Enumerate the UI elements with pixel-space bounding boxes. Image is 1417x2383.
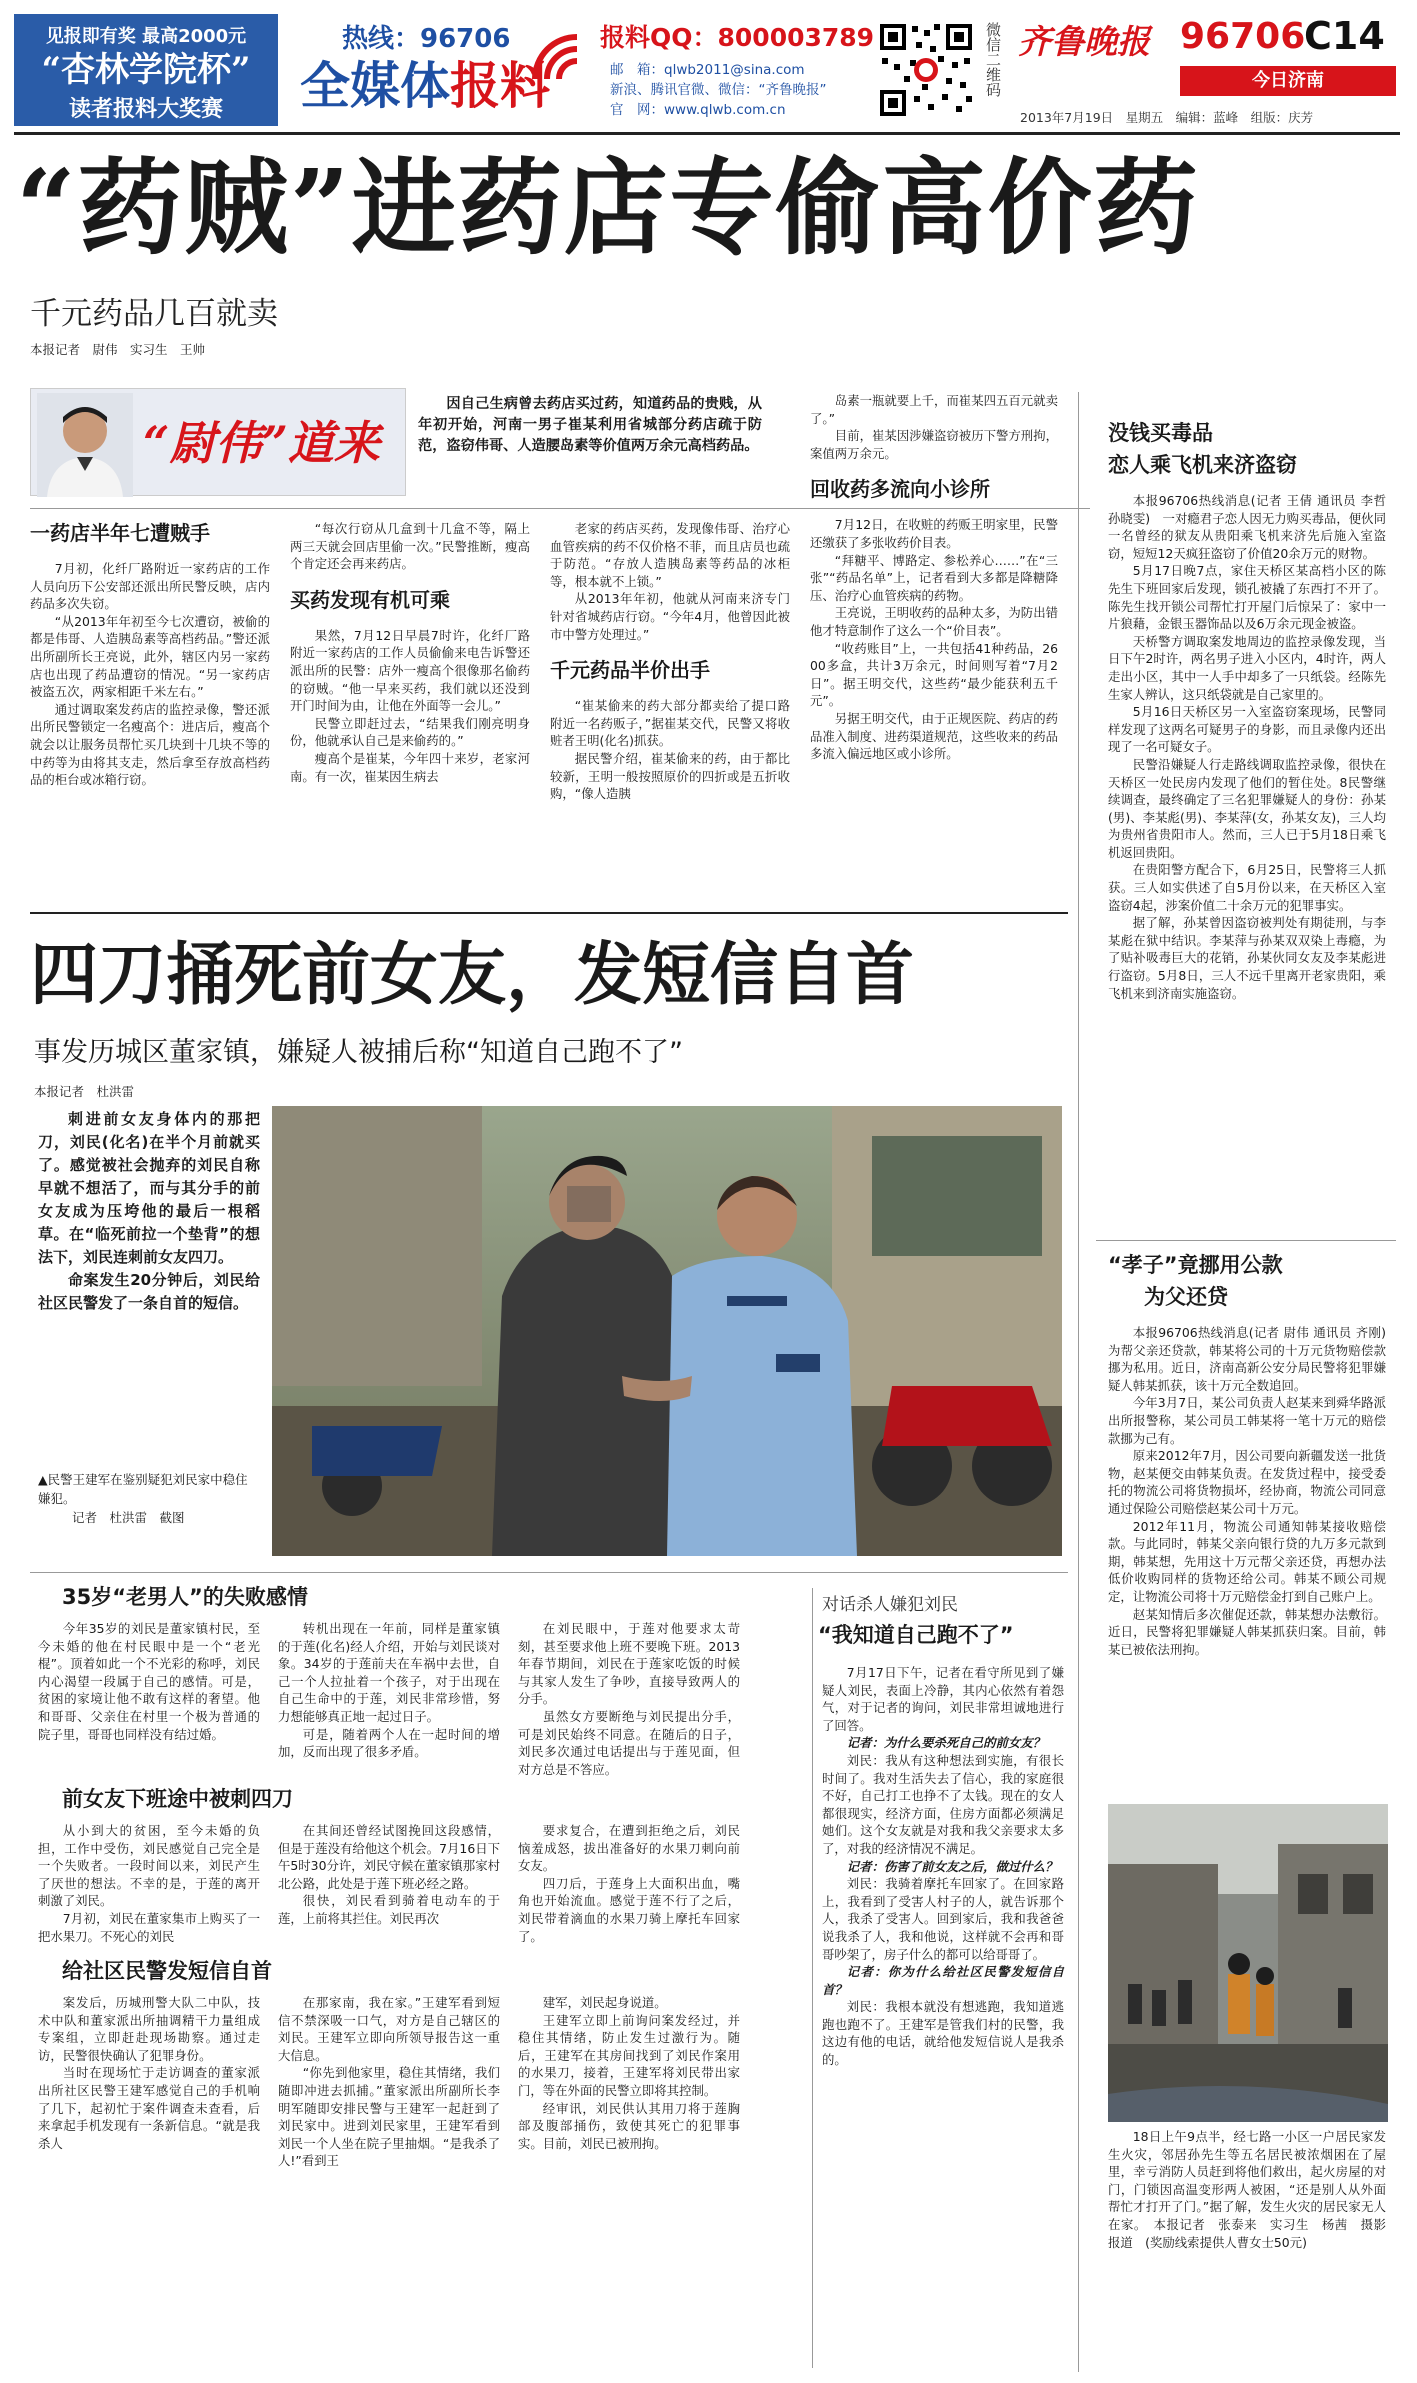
side2-title1: “孝子”竟挪用公款 xyxy=(1108,1253,1283,1277)
fire-photo xyxy=(1108,1804,1388,2122)
side-divider xyxy=(1096,1240,1396,1241)
broadcast-icon xyxy=(530,32,600,84)
reporter-avatar xyxy=(37,393,133,497)
story2-subhead2: 前女友下班途中被刺四刀 xyxy=(62,1787,293,1811)
story1-col3 xyxy=(550,520,790,900)
story1-title: “药贼”进药店专偷高价药 xyxy=(16,146,1200,269)
side1-title2: 恋人乘飞机来济盗窃 xyxy=(1108,453,1297,477)
dialog-kicker: 对话杀人嫌犯刘民 xyxy=(822,1595,958,1615)
email-line: 邮 箱：qlwb2011@sina.com xyxy=(610,62,805,78)
story2-s1c3: 在刘民眼中，于莲对他要求太苛刻，甚至要求他上班不要晚下班。2013年春节期间，刘民在于莲家吃饭的时候与其家人发生了争吵，直接导致两人的分手。 虽然女方要断绝与刘民提出分手，可是刘民始终不同意。在随后的日子，刘民多次通过电话提出与于莲见面，但对方总是不答应。 xyxy=(518,1621,740,1777)
para: 民警立即赶过去，“结果我们刚亮明身份，他就承认自己是来偷药的。” xyxy=(290,715,530,749)
story1-byline: 本报记者 尉伟 实习生 王帅 xyxy=(30,342,206,357)
story2-photo-divider xyxy=(30,1572,1068,1573)
story1-subhead1: 一药店半年七遭贼手 xyxy=(30,521,210,545)
story2-s2c3: 要求复合，在遭到拒绝之后，刘民恼羞成怒，拔出准备好的水果刀刺向前女友。 四刀后，于莲身上大面积出血，嘴角也开始流血。感觉于莲不行了之后，刘民带着滴血的水果刀骑上摩托车回家了。 xyxy=(518,1823,740,1944)
page-number: C14 xyxy=(1304,14,1385,58)
para: 另据王明交代，由于正规医院、药店的药品准入制度、进药渠道规范，这些收来的药品多流入偏远地区或小诊所。 xyxy=(810,710,1058,762)
story1-subhead2: 买药发现有机可乘 xyxy=(290,587,450,612)
arrest-photo xyxy=(272,1106,1062,1556)
qq-line: 报料QQ：800003789 xyxy=(600,23,875,52)
qr-code xyxy=(876,20,976,120)
para: 从2013年年初，他就从河南来济专门针对省城药店行窃。“今年4月，他曾因此被市中警方处理过。” xyxy=(550,591,790,642)
qa-question: 记者：为什么要杀死自己的前女友？ xyxy=(846,1735,1046,1751)
qa-answer: 刘民：我从有这种想法到实施，有很长时间了。我对生活失去了信心，我的家庭很不好，自己打工也挣不了太钱。现在的女人都很现实，经济方面，住房方面都必须满足她们。这个女友就是对我和我父亲要求太多了，对我的经济情况不满足。 xyxy=(822,1752,1064,1856)
masthead xyxy=(1018,14,1398,104)
story2-s1c2: 转机出现在一年前，同样是董家镇的于莲(化名)经人介绍，开始与刘民谈对象。34岁的于莲前夫在车祸中去世，自己一个人拉扯着一个孩子，对于出现在自己生命中的于莲，刘民非常珍惜，努力想能够真正地一起过日子。 可是，随着两个人在一起时间的增加，反而出现了很多矛盾。 xyxy=(278,1621,500,1760)
paper-logo: 齐鲁晚报 xyxy=(1018,22,1150,61)
qr-caption: 微信二维码 xyxy=(984,22,1002,97)
story1-col4 xyxy=(810,392,1058,900)
side1-body: 本报96706热线消息(记者 王倩 通讯员 李哲 孙晓雯) 一对瘾君子恋人因无力购买毒品，便伙同一名曾经的狱友从贵阳乘飞机来济先后施入室盗窃，短短12天疯狂盗窃了价值20余万元的财物。 5月17日晚7点，家住天桥区某高档小区的陈先生下班回家后发现，锁孔被撬了东西打不开了。陈先生找开锁公司帮忙打开屋门后惊呆了：家中一片狼藉，金银玉器饰品以及6万余元现金被盗。 天桥警方调取案发地周边的监控录像发现，当日下午2时许，两名男子进入小区内，4时许，两人走出小区，其中一人手中却多了一只纸袋。经陈先生家人辨认，这只纸袋就是自己家里的。 5月16日天桥区另一入室盗窃案现场，民警同样发现了这两名可疑男子的身影，而且录像内还出现了一名可疑女子。 民警沿嫌疑人行走路线调取监控录像，很快在天桥区一处民房内发现了他们的暂住处。8民警继续调查，最终确定了三名犯罪嫌疑人的身份：孙某(男)、李某彪(男)、李某萍(女，孙某女友)，三人均为贵州省贵阳市人。然而，三人已于5月18日乘飞机返回贵阳。 在贵阳警方配合下，6月25日，民警将三人抓获。三人如实供述了自5月份以来，在天桥区入室盗窃4起，涉案价值二十余万元的犯罪事实。 据了解，孙某曾因盗窃被判处有期徒刑，与李某彪在狱中结识。李某萍与孙某双双染上毒瘾，为了贴补吸毒巨大的花销，孙某伙同女友及李某彪进行盗窃。5月8日，三人不远千里离开老家贵阳，乘飞机来到济南实施盗窃。 xyxy=(1108,493,1386,1001)
header-rule xyxy=(14,132,1400,135)
story2-s3c3: 建军，刘民起身说道。 王建军立即上前询问案发经过，并稳住其情绪，防止发生过激行为。随后，王建军在其房间找到了刘民作案用的水果刀，接着，王建军将刘民带出家门，等在外面的民警立即将其控制。 经审讯，刘民供认其用刀将于莲胸部及腹部捅伤，致使其死亡的犯罪事实。目前，刘民已被刑拘。 xyxy=(518,1995,740,2151)
story2-subtitle: 事发历城区董家镇，嫌疑人被捕后称“知道自己跑不了” xyxy=(34,1037,683,1068)
side2-body: 本报96706热线消息(记者 尉伟 通讯员 齐刚) 为帮父亲还贷款，韩某将公司的十万元货物赔偿款挪为私用。近日，济南高新公安分局民警将犯罪嫌疑人韩某抓获，该十万元全数追回。 今年3月7日，某公司负责人赵某来到舜华路派出所报警称，某公司员工韩某将一笔十万元的赔偿款挪为己有。 原来2012年7月，因公司要向新疆发送一批货物，赵某便交由韩某负责。在发货过程中，接受委托的物流公司将货物损坏，经协商，物流公司同意通过保险公司赔偿赵某公司十万元。 2012年11月，物流公司通知韩某接收赔偿款。与此同时，韩某父亲向银行贷的九万多元款到期，韩某想，先用这十万元帮父亲还贷，再想办法低价收购同样的货物还给公司。韩某不顾公司规定，让物流公司将十万元赔偿金打到自己账户上。 赵某知情后多次催促还款，韩某想办法敷衍。近日，民警将犯罪嫌疑人韩某抓获归案。目前，韩某已被依法刑拘。 xyxy=(1108,1325,1399,1657)
qa-answer: 刘民：我根本就没有想逃跑，我知道逃跑也跑不了。王建军是管我们村的民警，我这边有他的电话，就给他发短信说人是我杀的。 xyxy=(822,1999,1064,2068)
dialog-divider xyxy=(812,1588,813,2368)
story1-col2 xyxy=(290,520,530,900)
story1-lead: 因自己生病曾去药店买过药，知道药品的贵贱，从年初开始，河南一男子崔某利用省城部分药店疏于防范，盗窃伟哥、人造腰岛素等价值两万余元高档药品。 xyxy=(418,396,762,454)
weibo-line: 新浪、腾讯官微、微信：“齐鲁晚报” xyxy=(610,82,827,98)
story1-subtitle: 千元药品几百就卖 xyxy=(30,296,278,332)
para: 7月12日，在收赃的药贩王明家里，民警还缴获了多张收药价目表。 xyxy=(810,517,1058,550)
para: 王亮说，王明收药的品种太多，为防出错他才特意制作了这么一个“价目表”。 xyxy=(810,605,1058,638)
photo-caption: ▲民警王建军在鉴别疑犯刘民家中稳住嫌犯。 记者 杜洪雷 截图 xyxy=(38,1472,248,1525)
story2-s2c2: 在其间还曾经试图挽回这段感情，但是于莲没有给他这个机会。7月16日下午5时30分许，刘民守候在董家镇那家村北公路，此处是于莲下班必经之路。 很快，刘民看到骑着电动车的于莲，上前将其拦住。刘民再次 xyxy=(278,1823,500,1926)
fire-caption: 18日上午9点半，经七路一小区一户居民家发生火灾，邻居孙先生等五名居民被浓烟困在了屋里，幸亏消防人员赶到将他们救出，起火房屋的对门，门锁因高温变形两人被困，“还是别人从外面帮忙才打开了门。”据了解，发生火灾的居民家无人在家。 本报记者 张泰来 实习生 杨茜 摄影报道 (奖励线索提供人曹女士50元) xyxy=(1108,2129,1386,2250)
story2-top-rule xyxy=(30,912,1068,914)
dialog-title: “我知道自己跑不了” xyxy=(818,1623,1014,1647)
para: 目前，崔某因涉嫌盗窃被历下警方刑拘，案值两万余元。 xyxy=(810,428,1058,461)
main-side-divider xyxy=(1078,392,1079,2372)
story2-lead: 刺进前女友身体内的那把刀，刘民(化名)在半个月前就买了。感觉被社会抛弃的刘民自称早就不想活了，而与其分手的前女友成为压垮他的最后一根稻草。在“临死前拉一个垫背”的想法下，刘民连刺前女友四刀。 命案发生20分钟后，刘民给社区民警发了一条自首的短信。 xyxy=(38,1110,260,1312)
para: 果然，7月12日早晨7时许，化纤厂路附近一家药店的工作人员偷偷来电告诉警还派出所的民警：店外一瘦高个很像那名偷药的窃贼。“他一早来买药，我们就以还没到开门时间为由，让他在外面等一会儿。” xyxy=(290,627,530,714)
story2-subhead1: 35岁“老男人”的失败感情 xyxy=(62,1585,308,1609)
qa-answer: 刘民：我骑着摩托车回家了。在回家路上，我看到了受害人村子的人，就告诉那个人，我杀了受害人。回到家后，我和我爸爸说我杀了人，我和他说，这样就不会再和哥哥吵架了，房子什么的都可以给哥哥了。 xyxy=(822,1876,1064,1962)
story2-byline: 本报记者 杜洪雷 xyxy=(34,1084,135,1099)
story2-s2c1: 从小到大的贫困，至今未婚的负担，工作中受伤，刘民感觉自己完全是一个失败者。一段时间以来，刘民产生了厌世的想法。不幸的是，于莲的离开刺激了刘民。 7月初，刘民在董家集市上购买了一把水果刀。不死心的刘民 xyxy=(38,1823,260,1944)
side1-title1: 没钱买毒品 xyxy=(1108,421,1213,445)
para: “收药账目”上，一共包括41种药品，2600多盒，共计3万余元，时间则写着“7月2日”。据王明交代，这些药“最少能获利五千元”。 xyxy=(810,640,1058,709)
promo-line1: 见报即有奖 最高2000元 xyxy=(45,26,247,47)
promo-line3: 读者报料大奖赛 xyxy=(68,97,223,122)
story1-subhead4: 回收药多流向小诊所 xyxy=(810,477,990,502)
para: “拜糖平、博路定、参松养心……”在“三张”“药品名单”上，记者看到大多都是降糖降压、治疗心血管疾病的药物。 xyxy=(810,552,1058,603)
qa-question: 记者：伤害了前女友之后，做过什么？ xyxy=(846,1858,1058,1874)
site-line: 官 网：www.qlwb.com.cn xyxy=(610,102,786,118)
section-tag: 今日济南 xyxy=(1180,66,1396,96)
story1-col1 xyxy=(30,520,270,900)
para: “每次行窃从几盒到十几盒不等，隔上两三天就会回店里偷一次。”民警推断，瘦高个肯定还会再来药店。 xyxy=(290,521,530,572)
dialog-body: 7月17日下午，记者在看守所见到了嫌疑人刘民，表面上冷静，其内心依然有着怨气，对于记者的询问，刘民非常坦诚地进行了回答。 记者：为什么要杀死自己的前女友？ 刘民：我从有这种想法到实施，有很长时间了。我对生活失去了信心，我的家庭很不好，自己打工也挣不了太钱。现在的女人都很现实，经济方面，住房方面都必须满足她们。这个女友就是对我和我父亲要求太多了，对我的经济情况不满足。 记者：伤害了前女友之后，做过什么？ 刘民：我骑着摩托车回家了。在回家路上，我看到了受害人村子的人，就告诉那个人，我杀了受害人。回到家后，我和我爸爸说我杀了人，我和他说，这样就不会再和哥哥吵架了，房子什么的都可以给哥哥了。 记者：你为什么给社区民警发短信自首？ 刘民：我根本就没有想逃跑，我知道逃跑也跑不了。王建军是管我们村的民警，我这边有他的电话，就给他发短信说人是我杀的。 xyxy=(822,1665,1064,2068)
para: 岛素一瓶就要上千，而崔某四五百元就卖了。” xyxy=(810,393,1058,426)
para: 瘦高个是崔某，今年四十来岁，老家河南。有一次，崔某因生病去 xyxy=(290,750,530,784)
para: “崔某偷来的药大部分都卖给了提口路附近一名药贩子，”据崔某交代，民警又将收赃者王明(化名)抓获。 xyxy=(550,698,790,749)
story2-title: 四刀捅死前女友，发短信自首 xyxy=(30,935,915,1015)
hotline-label: 热线：96706 xyxy=(342,24,511,54)
promo-box xyxy=(14,14,278,126)
story2-subhead3: 给社区民警发短信自首 xyxy=(62,1959,272,1983)
hotline-number: 96706 xyxy=(1180,16,1306,57)
column-badge xyxy=(30,388,406,496)
side2-title2: 为父还贷 xyxy=(1144,1285,1228,1309)
story2-s3c1: 案发后，历城刑警大队二中队，技术中队和董家派出所抽调精干力量组成专案组，立即赶赴现场勘察。通过走访，民警很快确认了犯罪身份。 当时在现场忙于走访调查的董家派出所社区民警王建军感觉自己的手机响了几下，起初忙于案件调查未查看，后来拿起手机发现有一条新信息。“就是我杀人 xyxy=(38,1995,260,2151)
story2-s3c2: 在那家南，我在家。”王建军看到短信不禁深吸一口气，对方是自己辖区的刘民。王建军立即向所领导报告这一重大信息。 “你先到他家里，稳住其情绪，我们随即冲进去抓捕。”董家派出所副所长李明军随即安排民警与王建军一起赶到了刘民家中。进到刘民家里，王建军看到刘民一个人坐在院子里抽烟。“是我杀了人!”看到王 xyxy=(278,1995,500,2169)
hotline-box xyxy=(290,18,880,126)
qa-question: 记者：你为什么给社区民警发短信自首？ xyxy=(822,1964,1064,1997)
para: 7月初，化纤厂路附近一家药店的工作人员向历下公安部还派出所民警反映，店内药品多次失窃。 xyxy=(30,561,270,612)
column-badge-label: “尉伟”道来 xyxy=(143,416,380,470)
story2-s1c1: 今年35岁的刘民是董家镇村民，至今未婚的他在村民眼中是一个“老光棍”。顶着如此一个不光彩的称呼，刘民内心渴望一段属于自己的感情。可是，贫困的家境让他不敢有这样的奢望。他和哥哥、父亲住在村里一个极为普通的院子里，哥哥也同样没有结过婚。 xyxy=(38,1621,260,1742)
hotline-big: 全媒体报料 xyxy=(300,57,550,115)
para: “从2013年年初至今七次遭窃，被偷的都是伟哥、人造胰岛素等高档药品。”警还派出所副所长王亮说，此外，辖区内另一家药店也出现了药品遭窃的情况。“另一家药店被盗五次，两家相距千米左右。” xyxy=(30,613,270,700)
para: 据民警介绍，崔某偷来的药，由于都比较新，王明一般按照原价的四折或是五折收购，“像人造胰 xyxy=(550,750,790,802)
para: 老家的药店买药，发现像伟哥、治疗心血管疾病的药不仅价格不菲，而且店员也疏于防范。“存放人造胰岛素等药品的冰柜等，根本就不上锁。” xyxy=(550,521,790,589)
para: 通过调取案发药店的监控录像，警还派出所民警锁定一名瘦高个：进店后，瘦高个就会以让服务员帮忙买几块到十几块不等的中药等为由将其支走，然后拿至存放高档药品的柜台或冰箱行窃。 xyxy=(30,701,270,788)
promo-line2: “杏林学院杯” xyxy=(41,50,251,90)
date-line: 2013年7月19日 星期五 编辑：蓝峰 组版：庆芳 xyxy=(1020,110,1314,125)
story1-subhead3: 千元药品半价出手 xyxy=(550,658,710,683)
